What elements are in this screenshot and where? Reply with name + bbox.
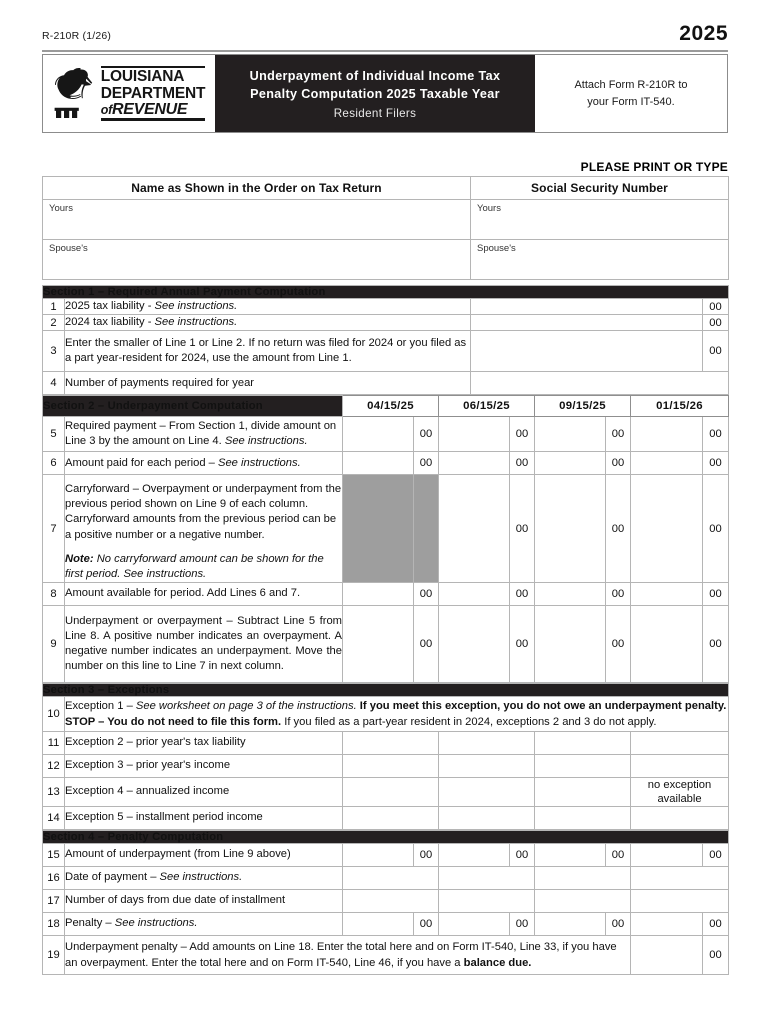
amount-input-p4[interactable] (631, 475, 703, 583)
cents-cell: 00 (703, 582, 729, 605)
line-label: Exception 3 – prior year's income (65, 754, 343, 777)
line-number: 5 (43, 417, 65, 452)
form-title (215, 55, 535, 132)
amount-input-p4[interactable] (631, 912, 703, 935)
table-row (43, 731, 729, 754)
cents-cell: 00 (510, 475, 535, 583)
line-label (65, 912, 343, 935)
please-print-notice: PLEASE PRINT OR TYPE (580, 160, 728, 174)
section-1-title: Section 1 – Required Annual Payment Computation (43, 286, 729, 299)
cents-cell: 00 (510, 912, 535, 935)
line-label (65, 315, 471, 331)
table-row (43, 417, 729, 452)
cents-cell: 00 (510, 452, 535, 475)
amount-input-p1[interactable] (343, 912, 414, 935)
exception-input-p3[interactable] (535, 806, 631, 829)
section-4-header-row (43, 830, 729, 843)
section-4-table (42, 830, 729, 975)
attach-instruction (535, 55, 727, 132)
table-row (43, 452, 729, 475)
line-label: Number of payments required for year (65, 372, 471, 395)
table-row (43, 475, 729, 583)
table-row (43, 331, 729, 372)
line-number: 4 (43, 372, 65, 395)
line-label-text: Carryforward – Overpayment or underpayment from the previous period shown on Line 9 of each column. Carryforward amounts from the previous period can be a positive number or a negative number. (65, 483, 342, 541)
section-4-title: Section 4 – Penalty Computation (43, 830, 729, 843)
cents-cell: 00 (510, 417, 535, 452)
amount-input[interactable] (471, 315, 703, 331)
cents-cell: 00 (703, 605, 729, 682)
cents-cell: 00 (414, 582, 439, 605)
line-number: 8 (43, 582, 65, 605)
line-note-bold: Note: (65, 552, 94, 565)
agency-logo-text (101, 66, 206, 121)
line-number: 9 (43, 605, 65, 682)
line-label (65, 866, 343, 889)
attach-line-1: Attach Form R-210R to (574, 79, 688, 91)
tax-year: 2025 (679, 22, 728, 45)
period-header-1: 04/15/25 (343, 396, 439, 417)
amount-input-p3[interactable] (535, 452, 606, 475)
line-label (65, 935, 631, 974)
amount-input-p2[interactable] (439, 605, 510, 682)
cents-cell: 00 (606, 452, 631, 475)
amount-input-p1[interactable] (343, 582, 414, 605)
amount-input[interactable] (471, 372, 729, 395)
exception1-seg1: Exception 1 – (65, 699, 136, 712)
attach-line-2: your Form IT-540. (587, 95, 675, 108)
amount-input-p3[interactable] (535, 912, 606, 935)
table-row (43, 843, 729, 866)
line-label-italic: See instructions. (154, 316, 238, 329)
line-number: 7 (43, 475, 65, 583)
exception-input-p2[interactable] (439, 731, 535, 754)
cents-cell: 00 (510, 582, 535, 605)
amount-input-p3[interactable] (535, 843, 606, 866)
name-yours-field[interactable]: Yours (43, 200, 471, 240)
total-penalty-input[interactable] (631, 935, 703, 974)
table-row (43, 777, 729, 806)
amount-input-p4[interactable] (631, 582, 703, 605)
logo-line-department: DEPARTMENT (100, 84, 206, 102)
line-label (65, 299, 471, 315)
line-number: 16 (43, 866, 65, 889)
exception-input-p4[interactable] (631, 806, 729, 829)
line-number: 15 (43, 843, 65, 866)
section-3-header-row (43, 683, 729, 696)
line-label-text: Date of payment – (65, 871, 160, 884)
logo-line-revenue (101, 101, 206, 121)
exception-input-p1[interactable] (343, 754, 439, 777)
name-spouse-field[interactable]: Spouse's (43, 240, 471, 280)
cents-cell: 00 (703, 417, 729, 452)
amount-input-p3[interactable] (535, 605, 606, 682)
line-number: 6 (43, 452, 65, 475)
line-number: 10 (43, 696, 65, 731)
cents-cell: 00 (703, 843, 729, 866)
line-label-italic: See instructions. (114, 917, 198, 930)
form-title-line-3: Resident Filers (333, 107, 417, 121)
line-label-text: 2025 tax liability - (65, 300, 155, 312)
line-number: 18 (43, 912, 65, 935)
form-body (42, 176, 728, 975)
logo-revenue-word: REVENUE (111, 101, 188, 118)
logo-line-of: of (100, 103, 112, 117)
section-1-table (42, 285, 729, 395)
table-row (43, 315, 729, 331)
section-2-table (42, 395, 729, 683)
cents-cell: 00 (703, 475, 729, 583)
line-label: Exception 4 – annualized income (65, 777, 343, 806)
cents-cell: 00 (606, 912, 631, 935)
amount-input[interactable] (471, 299, 703, 315)
section-2-header-row (43, 396, 729, 417)
table-row (43, 299, 729, 315)
cents-cell: 00 (606, 417, 631, 452)
exception-input-p1[interactable] (343, 806, 439, 829)
line-number: 17 (43, 889, 65, 912)
date-input-p2[interactable] (439, 866, 535, 889)
exception-input-p2[interactable] (439, 806, 535, 829)
name-column-header: Name as Shown in the Order on Tax Return (43, 177, 471, 200)
line-label: Amount available for period. Add Lines 6 and 7. (65, 582, 343, 605)
line-number: 1 (43, 299, 65, 315)
cents-cell: 00 (414, 417, 439, 452)
amount-input-p3[interactable] (535, 475, 606, 583)
table-row (43, 605, 729, 682)
exception1-seg2: See worksheet on page 3 of the instructions. (135, 699, 357, 712)
line-label: Underpayment or overpayment – Subtract Line 5 from Line 8. A positive number indicates an overpayment. A negative number indicates an underpayment. Move the number on this line to Line 7 in next column. (65, 605, 343, 682)
form-title-line-1: Underpayment of Individual Income Tax (249, 68, 501, 83)
period-header-3: 09/15/25 (535, 396, 631, 417)
line-note (65, 552, 342, 582)
amount-input-p1[interactable] (343, 417, 414, 452)
top-rule (42, 50, 728, 52)
line-label: Number of days from due date of installment (65, 889, 343, 912)
ssn-spouse-field[interactable]: Spouse's (471, 240, 729, 280)
section-3-table (42, 683, 729, 830)
no-exception-line-1: no exception (647, 778, 712, 791)
amount-input-p2[interactable] (439, 912, 510, 935)
line-number: 3 (43, 331, 65, 372)
line-label (65, 417, 343, 452)
exception-input-p3[interactable] (535, 754, 631, 777)
amount-input-p2[interactable] (439, 452, 510, 475)
date-input-p3[interactable] (535, 866, 631, 889)
form-title-line-2: Penalty Computation 2025 Taxable Year (250, 87, 500, 101)
cents-cell: 00 (414, 605, 439, 682)
line-number: 19 (43, 935, 65, 974)
exception-input-p4[interactable] (631, 731, 729, 754)
line-label-italic: See instructions. (159, 871, 243, 884)
table-row (43, 889, 729, 912)
amount-input-p1[interactable] (343, 452, 414, 475)
table-row (43, 582, 729, 605)
cents-cell: 00 (606, 605, 631, 682)
ssn-yours-field[interactable]: Yours (471, 200, 729, 240)
line-label-italic: See instructions. (154, 300, 238, 312)
period-header-4: 01/15/26 (631, 396, 729, 417)
section-3-title: Section 3 – Exceptions (43, 683, 729, 696)
form-header (42, 54, 728, 133)
top-bar (42, 22, 728, 52)
exception-input-p3[interactable] (535, 731, 631, 754)
period-header-2: 06/15/25 (439, 396, 535, 417)
logo-line-louisiana: LOUISIANA (101, 66, 206, 85)
shaded-cents-p1 (414, 475, 439, 583)
line-number: 2 (43, 315, 65, 331)
table-row (43, 912, 729, 935)
line19-text: Underpayment penalty – Add amounts on Line 18. Enter the total here and on Form IT-540, Line 33, if you have an overpayment. Enter the total here and on Form IT-540, Line 46, if you have a (65, 940, 617, 969)
table-row (43, 806, 729, 829)
ssn-column-header: Social Security Number (471, 177, 729, 200)
line-note-italic: No carryforward amount can be shown for the first period. See instructions. (65, 552, 324, 580)
cents-cell: 00 (606, 843, 631, 866)
section-1-header-row (43, 286, 729, 299)
cents-cell: 00 (414, 452, 439, 475)
no-exception-line-2: available (657, 792, 702, 805)
line-label (65, 696, 729, 731)
shaded-cell-p1 (343, 475, 414, 583)
exception-input-p4[interactable] (631, 754, 729, 777)
line-label-text: Amount paid for each period – (65, 456, 218, 469)
date-input-p1[interactable] (343, 866, 439, 889)
line-label-text: Required payment – From Section 1, divide amount on Line 3 by the amount on Line 4. (65, 420, 337, 448)
days-input-p4[interactable] (631, 889, 729, 912)
exception1-seg4: If you filed as a part-year resident in 2024, exceptions 2 and 3 do not apply. (281, 715, 657, 728)
table-row (43, 696, 729, 731)
line-number: 12 (43, 754, 65, 777)
line-label-text: 2024 tax liability - (65, 316, 155, 329)
line-label: Exception 5 – installment period income (65, 806, 343, 829)
line-label: Enter the smaller of Line 1 or Line 2. If no return was filed for 2024 or you filed as a part year-resident for 2024, use the amount from Line 1. (65, 331, 471, 372)
exception-input-p1[interactable] (343, 731, 439, 754)
amount-input-p4[interactable] (631, 605, 703, 682)
amount-input-p3[interactable] (535, 582, 606, 605)
amount-input-p4[interactable] (631, 417, 703, 452)
cents-cell: 00 (510, 843, 535, 866)
pelican-logo-icon (53, 66, 97, 122)
exception-input-p3[interactable] (535, 777, 631, 806)
cents-cell: 00 (703, 935, 729, 974)
days-input-p2[interactable] (439, 889, 535, 912)
table-row (43, 866, 729, 889)
amount-input-p4[interactable] (631, 452, 703, 475)
table-row (43, 935, 729, 974)
amount-input-p1[interactable] (343, 605, 414, 682)
form-number: R-210R (1/26) (42, 30, 112, 42)
line19-bold: balance due. (463, 956, 532, 969)
line-number: 13 (43, 777, 65, 806)
amount-input-p1[interactable] (343, 843, 414, 866)
line-label: Exception 2 – prior year's tax liability (65, 731, 343, 754)
exception-input-p2[interactable] (439, 754, 535, 777)
amount-input[interactable] (471, 331, 703, 372)
cents-cell: 00 (606, 475, 631, 583)
cents-cell: 00 (703, 912, 729, 935)
amount-input-p2[interactable] (439, 417, 510, 452)
date-input-p4[interactable] (631, 866, 729, 889)
line-label-italic: See instructions. (218, 456, 301, 469)
amount-input-p4[interactable] (631, 843, 703, 866)
no-exception-available-note (631, 777, 729, 806)
exception-input-p1[interactable] (343, 777, 439, 806)
agency-logo (43, 55, 215, 132)
line-number: 14 (43, 806, 65, 829)
exception1-seg3: If you meet this exception, you do not owe an underpayment penalty. STOP – You do not need to file this form. (65, 699, 727, 728)
line-label-italic: See instructions. (224, 435, 308, 448)
cents-cell: 00 (703, 299, 729, 315)
line-label-text: Penalty – (65, 917, 115, 930)
days-input-p3[interactable] (535, 889, 631, 912)
section-2-title: Section 2 – Underpayment Computation (43, 396, 343, 417)
cents-cell: 00 (414, 912, 439, 935)
exception-input-p2[interactable] (439, 777, 535, 806)
cents-cell: 00 (703, 315, 729, 331)
days-input-p1[interactable] (343, 889, 439, 912)
table-row (43, 372, 729, 395)
cents-cell: 00 (703, 452, 729, 475)
cents-cell: 00 (414, 843, 439, 866)
cents-cell: 00 (703, 331, 729, 372)
cents-cell: 00 (606, 582, 631, 605)
line-number: 11 (43, 731, 65, 754)
name-ssn-block (42, 176, 729, 280)
cents-cell: 00 (510, 605, 535, 682)
table-row (43, 754, 729, 777)
amount-input-p2[interactable] (439, 843, 510, 866)
line-label (65, 475, 343, 583)
line-label (65, 452, 343, 475)
amount-input-p2[interactable] (439, 582, 510, 605)
amount-input-p3[interactable] (535, 417, 606, 452)
line-label: Amount of underpayment (from Line 9 above) (65, 843, 343, 866)
amount-input-p2[interactable] (439, 475, 510, 583)
